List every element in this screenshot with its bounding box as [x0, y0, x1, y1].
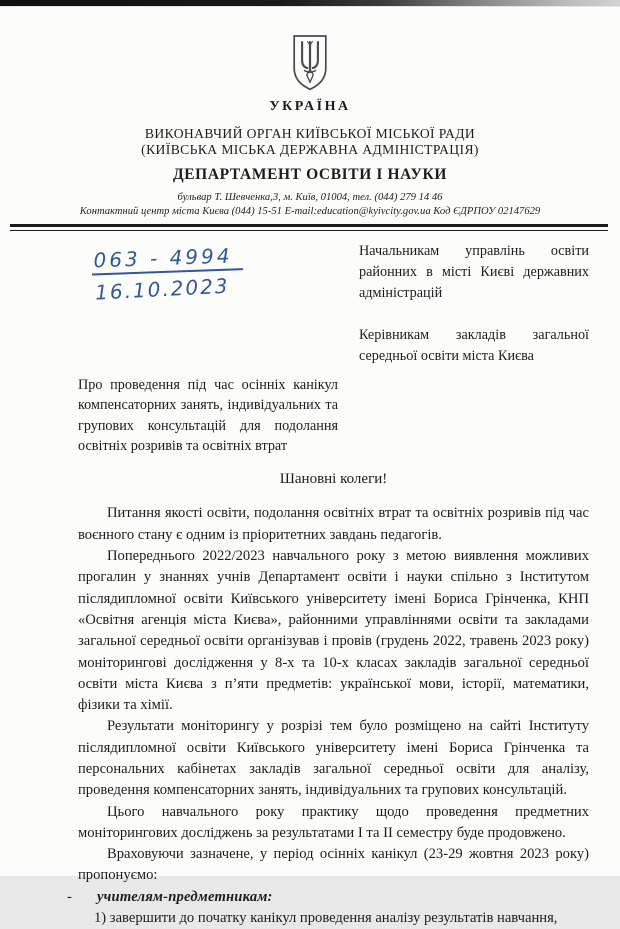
address-line-2: Контактний центр міста Києва (044) 15-51 E-mail:education@kyivcity.gov.ua Код ЄДРПОУ 02147629	[79, 205, 541, 217]
ukraine-trident-icon	[0, 34, 620, 92]
list-dash-marker: -	[67, 888, 72, 905]
paragraph-quality-of-education: Питання якості освіти, подолання освітніх втрат та освітніх розривів під час воєнного стану є одним із пріоритетних завдань педагогів.	[78, 505, 589, 543]
recipient-group-heads-of-education: Начальникам управлінь освіти районних в місті Києві державних адміністрацій	[359, 242, 589, 301]
recipients-block	[359, 241, 589, 367]
list-item-label: учителям-предметникам:	[97, 888, 273, 905]
paragraph-practice-continued: Цього навчального року практику щодо проведення предметних моніторингових досліджень за результатами І та ІІ семестру буде продовжено.	[78, 803, 589, 841]
org-name-line-1: ВИКОНАВЧИЙ ОРГАН КИЇВСЬКОЇ МІСЬКОЇ РАДИ	[144, 126, 476, 141]
paragraph-proposal: Враховуючи зазначене, у період осінніх канікул (23-29 жовтня 2023 року) пропонуємо:	[78, 846, 589, 884]
handwritten-reference	[91, 240, 277, 371]
paragraph-monitoring-2022-2023: Попереднього 2022/2023 навчального року з метою виявлення можливих прогалин у знаннях учнів Департамент освіти і науки спільно з Інститутом післядипломної освіти Київського університету імені Бориса Грінченка, КНП «Освітня агенція міста Києва», районними управліннями освіти та закладами загальної середньої освіти організував і провів (грудень 2022, травень 2023 року) моніторингові дослідження у 8-х та 10-х класах закладів загальної середньої освіти міста Києва з п’яти предметів: української мови, історії, математики, фізики та хімії.	[78, 548, 589, 714]
department-name: ДЕПАРТАМЕНТ ОСВІТИ І НАУКИ	[172, 166, 448, 184]
letter-body	[67, 471, 589, 929]
recipient-group-school-directors: Керівникам закладів загальної середньої освіти міста Києва	[359, 326, 589, 364]
reference-date-handwritten: 16.10.2023	[94, 273, 231, 305]
org-name-line-2: (КИЇВСЬКА МІСЬКА ДЕРЖАВНА АДМІНІСТРАЦІЯ)	[141, 142, 479, 158]
letterhead	[0, 0, 620, 219]
paragraph-monitoring-results: Результати моніторингу у розрізі тем було розміщено на сайті Інституту післядипломної освіти Київського університету імені Бориса Грінченка та персональних кабінетах закладів загальної середньої освіти для аналізу, проведення компенсаторних занять, індивідуальних та групових консультацій.	[78, 718, 589, 799]
numbered-item-1: 1) завершити до початку канікул проведення аналізу результатів навчання,	[94, 910, 558, 927]
address-line-1: бульвар Т. Шевченка,3, м. Київ, 01004, тел. (044) 279 14 46	[177, 192, 443, 204]
country-name: УКРАЇНА	[269, 99, 351, 114]
scan-artifact-bar	[0, 0, 620, 7]
salutation: Шановні колеги!	[279, 471, 388, 488]
reference-number-handwritten: 063 - 4994	[91, 243, 243, 275]
list-item-subject-teachers	[66, 887, 589, 908]
letterhead-divider	[10, 224, 608, 231]
reference-and-recipients-row	[78, 241, 589, 367]
subject-block: Про проведення під час осінніх канікул компенсаторних занять, індивідуальних та групових консультацій для подолання освітніх розривів та освітніх втрат	[78, 376, 338, 454]
